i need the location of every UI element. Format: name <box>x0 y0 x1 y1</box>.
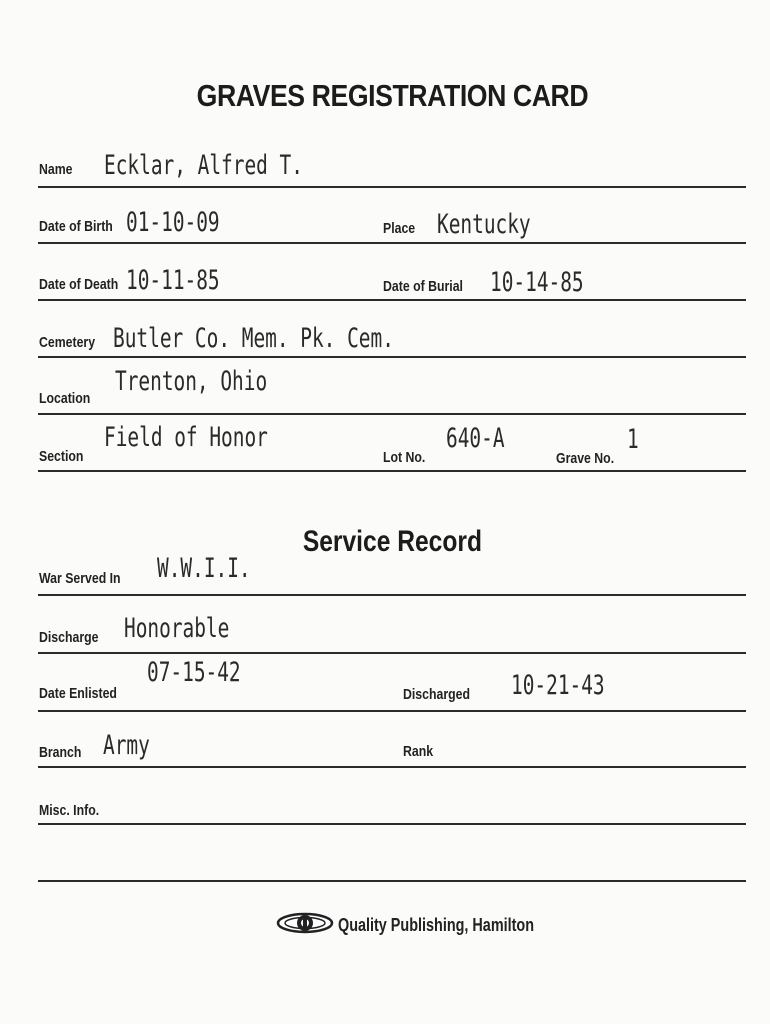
section-value: Field of Honor <box>104 422 268 453</box>
location-label: Location <box>39 390 91 407</box>
cemetery-label: Cemetery <box>39 334 96 351</box>
discharge-rule <box>38 652 746 654</box>
branch-value: Army <box>103 730 150 761</box>
date-enlisted-value: 07-15-42 <box>147 657 241 688</box>
cemetery-value: Butler Co. Mem. Pk. Cem. <box>113 323 394 354</box>
quality-publishing-logo-icon <box>276 905 334 946</box>
date-of-birth-value: 01-10-09 <box>126 207 220 238</box>
date-of-birth-label: Date of Birth <box>39 218 113 235</box>
name-value: Ecklar, Alfred T. <box>104 150 303 181</box>
section-label: Section <box>39 448 84 465</box>
war-served-in-label: War Served In <box>39 570 121 587</box>
branch-rule <box>38 766 746 768</box>
rank-label: Rank <box>403 743 434 760</box>
publisher-footer <box>276 905 583 945</box>
lot-no-label: Lot No. <box>383 449 426 466</box>
grave-no-label: Grave No. <box>556 450 615 467</box>
card-title: GRAVES REGISTRATION CARD <box>196 78 589 113</box>
location-value: Trenton, Ohio <box>115 366 268 397</box>
date-of-death-label: Date of Death <box>39 276 119 293</box>
birth-rule <box>38 242 746 244</box>
discharged-value: 10-21-43 <box>511 670 605 701</box>
discharge-value: Honorable <box>124 613 230 644</box>
death-rule <box>38 299 746 301</box>
enlisted-rule <box>38 710 746 712</box>
misc-info-rule-2 <box>38 880 746 882</box>
war-served-in-value: W.W.I.I. <box>157 553 251 584</box>
branch-label: Branch <box>39 744 82 761</box>
publisher-name: Quality Publishing, Hamilton <box>338 914 535 935</box>
place-label: Place <box>383 220 416 237</box>
discharged-label: Discharged <box>403 686 470 703</box>
lot-no-value: 640-A <box>446 423 505 454</box>
date-of-burial-label: Date of Burial <box>383 278 463 295</box>
discharge-label: Discharge <box>39 629 99 646</box>
service-record-title: Service Record <box>302 525 482 558</box>
location-rule <box>38 413 746 415</box>
date-of-death-value: 10-11-85 <box>126 265 220 296</box>
name-rule <box>38 186 746 188</box>
grave-no-value: 1 <box>627 424 639 455</box>
misc-info-label: Misc. Info. <box>39 802 100 819</box>
section-rule <box>38 470 746 472</box>
date-enlisted-label: Date Enlisted <box>39 685 117 702</box>
war-rule <box>38 594 746 596</box>
cemetery-rule <box>38 356 746 358</box>
place-value: Kentucky <box>437 209 531 240</box>
misc-info-rule <box>38 823 746 825</box>
date-of-burial-value: 10-14-85 <box>490 267 584 298</box>
name-label: Name <box>39 161 73 178</box>
